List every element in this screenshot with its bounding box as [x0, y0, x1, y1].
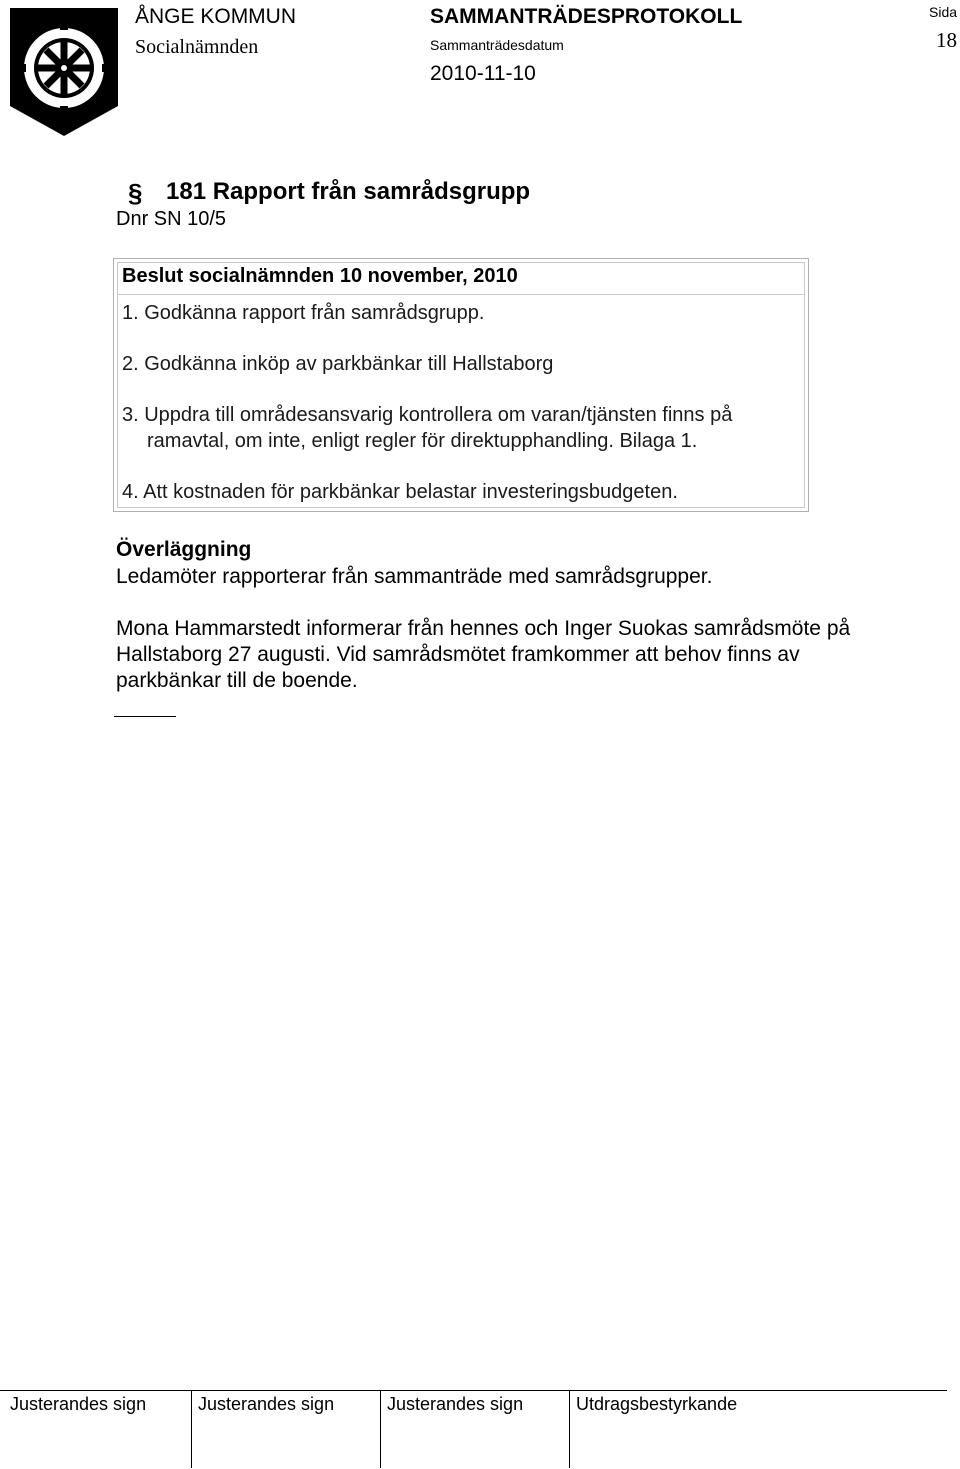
organization-name: ÅNGE KOMMUN	[135, 5, 297, 28]
footer-top-rule	[0, 1390, 947, 1391]
section-symbol: §	[128, 178, 143, 208]
deliberation-paragraph-1: Ledamöter rapporterar från sammanträde med samrådsgrupper.	[116, 565, 713, 588]
meeting-date-value: 2010-11-10	[430, 62, 536, 85]
certification-box-label: Utdragsbestyrkande	[576, 1394, 738, 1414]
deliberation-paragraph-2-line-1: Mona Hammarstedt informerar från hennes och Inger Suokas samrådsmöte på	[116, 617, 851, 640]
footnote-separator	[114, 716, 176, 717]
signature-box-label-1: Justerandes sign	[10, 1394, 147, 1414]
deliberation-heading: Överläggning	[116, 538, 252, 561]
footer-divider	[569, 1390, 570, 1468]
decision-item-4: 4. Att kostnaden för parkbänkar belastar investeringsbudgeten.	[122, 481, 678, 503]
case-number: Dnr SN 10/5	[116, 208, 227, 230]
decision-heading-separator	[117, 294, 805, 295]
signature-box-label-3: Justerandes sign	[387, 1394, 524, 1414]
decision-item-3: 3. Uppdra till områdesansvarig kontrollera om varan/tjänsten finns på	[122, 404, 733, 426]
municipal-logo-icon	[8, 6, 120, 138]
section-title: 181 Rapport från samrådsgrupp	[166, 178, 531, 205]
document-type: SAMMANTRÄDESPROTOKOLL	[430, 5, 743, 28]
decision-item-2: 2. Godkänna inköp av parkbänkar till Hallstaborg	[122, 353, 554, 375]
page-number: 18	[936, 28, 957, 52]
decision-item-3-continuation: ramavtal, om inte, enligt regler för direktupphandling. Bilaga 1.	[147, 430, 698, 452]
decision-item-1: 1. Godkänna rapport från samrådsgrupp.	[122, 302, 485, 324]
deliberation-paragraph-2-line-3: parkbänkar till de boende.	[116, 669, 358, 692]
signature-box-label-2: Justerandes sign	[198, 1394, 335, 1414]
decision-heading: Beslut socialnämnden 10 november, 2010	[122, 265, 518, 287]
meeting-date-label: Sammanträdesdatum	[430, 37, 564, 53]
footer-divider	[380, 1390, 381, 1468]
decision-box-inner-border	[117, 262, 805, 508]
page-label: Sida	[929, 4, 958, 20]
deliberation-paragraph-2-line-2: Hallstaborg 27 augusti. Vid samrådsmötet framkommer att behov finns av	[116, 643, 800, 666]
department-name: Socialnämnden	[135, 36, 259, 58]
footer-divider	[191, 1390, 192, 1468]
decision-box	[113, 258, 809, 512]
